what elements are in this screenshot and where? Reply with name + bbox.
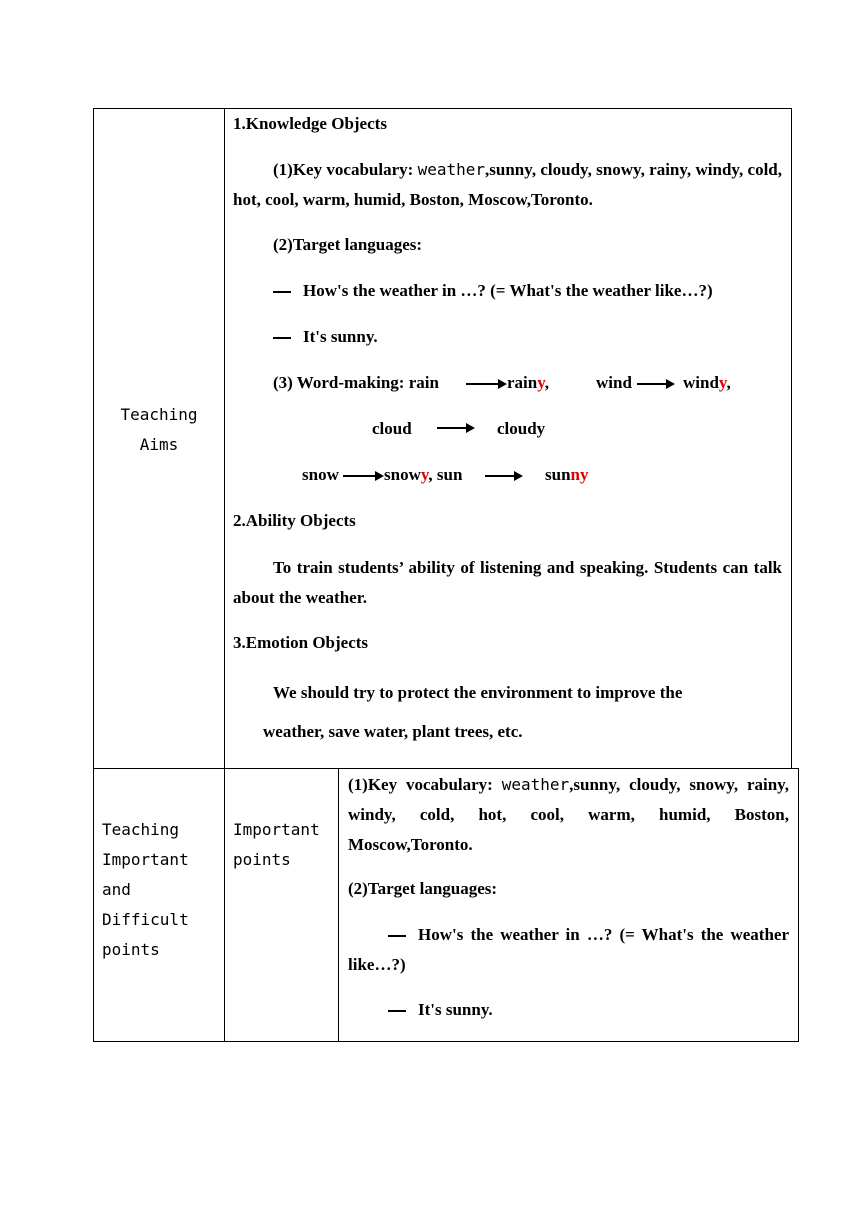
arrow-icon	[637, 378, 675, 390]
word-snow: snow	[302, 465, 339, 484]
word-cloud: cloud	[372, 419, 412, 438]
word-cloudy: cloudy	[497, 419, 546, 438]
table-border	[93, 108, 792, 109]
emotion-objects-heading: 3.Emotion Objects	[233, 633, 369, 652]
word-sunny: sunny	[545, 465, 589, 484]
arrow-icon	[437, 422, 475, 434]
emotion-line-1: We should try to protect the environment to improve the	[273, 683, 683, 702]
table-border	[93, 768, 799, 769]
target-languages-heading: (2)Target languages:	[273, 235, 423, 254]
table-border	[93, 1041, 799, 1042]
target-answer: It's sunny.	[273, 327, 378, 347]
table-border	[224, 108, 225, 1042]
ability-paragraph: To train students’ ability of listening and speaking. Students can talk about the weather.	[233, 558, 782, 607]
arrow-icon	[485, 470, 523, 482]
points-target-question: How's the weather in …? (= What's the weather like…?)	[348, 925, 789, 974]
key-vocabulary-paragraph: (1)Key vocabulary: weather,sunny, cloudy, snowy, rainy, windy, cold, hot, cool, warm, humid, Boston, Moscow,Toronto.	[233, 160, 782, 209]
table-border	[93, 108, 94, 1042]
word-windy: windy,	[683, 373, 731, 392]
table-border	[338, 768, 339, 1042]
dash-mark	[273, 337, 291, 339]
teaching-aims-label: Teaching Aims	[120, 405, 198, 454]
target-question: How's the weather in …? (= What's the weather like…?)	[273, 281, 713, 301]
arrow-icon	[466, 378, 507, 390]
dash-mark	[273, 291, 291, 293]
word-snowy: snowy, sun	[384, 465, 463, 484]
word-making-label: (3) Word-making: rain	[273, 373, 439, 392]
table-border	[798, 768, 799, 1042]
dash-mark	[388, 935, 406, 937]
points-target-heading: (2)Target languages:	[348, 879, 498, 898]
ability-objects-heading: 2.Ability Objects	[233, 511, 356, 530]
table-border	[791, 108, 792, 768]
points-vocabulary-paragraph: (1)Key vocabulary: weather,sunny, cloudy, snowy, rainy, windy, cold, hot, cool, warm, humid, Boston, Moscow,Toronto.	[348, 775, 789, 854]
knowledge-objects-heading: 1.Knowledge Objects	[233, 114, 387, 133]
arrow-icon	[343, 470, 384, 482]
emotion-line-2: weather, save water, plant trees, etc.	[263, 722, 523, 741]
dash-mark	[388, 1010, 406, 1012]
important-points-label: Important points	[233, 820, 320, 869]
word-rainy: rainy,	[507, 373, 550, 392]
points-target-answer: It's sunny.	[388, 1000, 493, 1020]
important-difficult-label: Teaching Important and Difficult points	[102, 820, 189, 959]
word-wind: wind	[596, 373, 632, 392]
